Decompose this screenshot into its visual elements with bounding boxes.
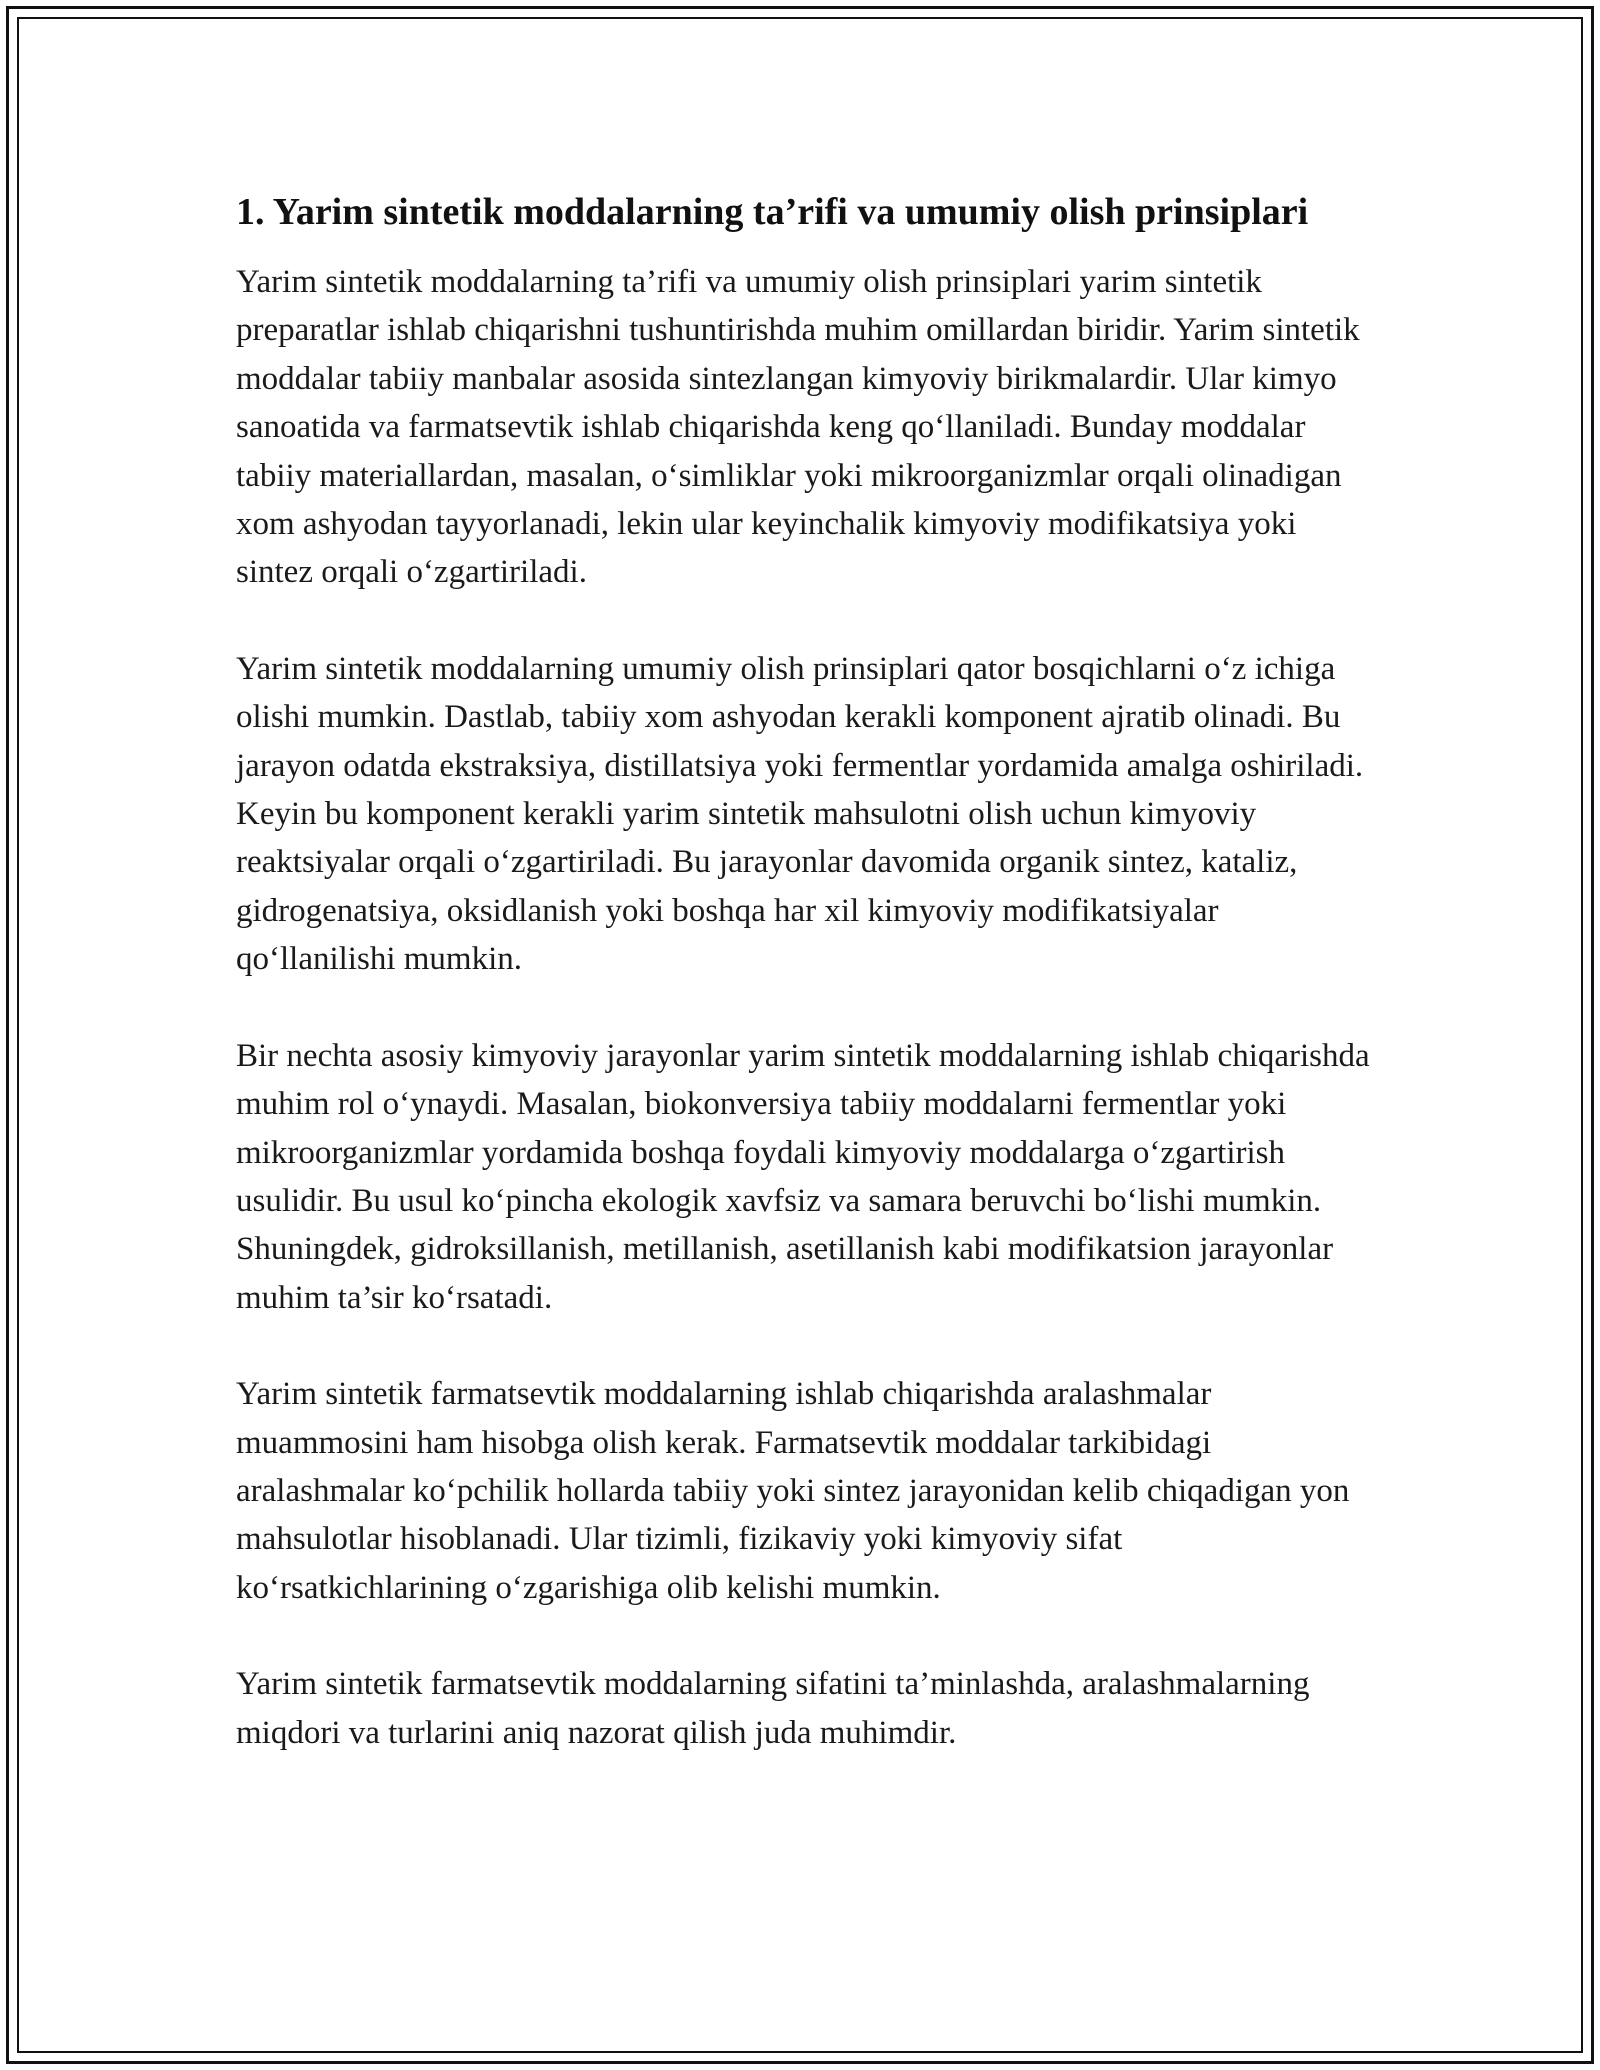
paragraph-general-principles: Yarim sintetik moddalarning umumiy olish prinsiplari qator bosqichlarni o‘z ichiga olishi mumkin. Dastlab, tabiiy xom ashyodan kerakli komponent ajratib olinadi. Bu jarayon odatda ekstraksiya, distillatsiya yoki fermentlar yordamida amalga oshiriladi. Keyin bu komponent kerakli yarim sintetik mahsulotni olish uchun kimyoviy reaktsiyalar orqali o‘zgartiriladi. Bu jarayonlar davomida organik sintez, kataliz, gidrogenatsiya, oksidlanish yoki boshqa har xil kimyoviy modifikatsiyalar qo‘llanilishi mumkin. <box>236 650 1364 978</box>
paragraph-definition: Yarim sintetik moddalarning ta’rifi va umumiy olish prinsiplari yarim sintetik preparatlar ishlab chiqarishni tushuntirishda muhim omillardan biridir. Yarim sintetik moddalar tabiiy manbalar asosida sintezlangan kimyoviy birikmalardir. Ular kimyo sanoatida va farmatsevtik ishlab chiqarishda keng qo‘llaniladi. Bunday moddalar tabiiy materiallardan, masalan, o‘simliklar yoki mikroorganizmlar orqali olinadigan xom ashyodan tayyorlanadi, lekin ular keyinchalik kimyoviy modifikatsiya yoki sintez orqali o‘zgartiriladi. <box>236 264 1360 591</box>
paragraph-quality-control: Yarim sintetik farmatsevtik moddalarning sifatini ta’minlashda, aralashmalarning miqdori va turlarini aniq nazorat qilish juda muhimdir. <box>236 1666 1310 1751</box>
section-heading: 1. Yarim sintetik moddalarning ta’rifi va umumiy olish prinsiplari <box>236 191 1309 233</box>
paragraph-impurities: Yarim sintetik farmatsevtik moddalarning ishlab chiqarishda aralashmalar muammosini ham hisobga olish kerak. Farmatsevtik moddalar tarkibidagi aralashmalar ko‘pchilik hollarda tabiiy yoki sintez jarayonidan kelib chiqadigan yon mahsulotlar hisoblanadi. Ular tizimli, fizikaviy yoki kimyoviy sifat ko‘rsatkichlarining o‘zgarishiga olib kelishi mumkin. <box>236 1376 1350 1606</box>
document-body <box>236 184 1376 1805</box>
paragraph-chemical-processes: Bir nechta asosiy kimyoviy jarayonlar yarim sintetik moddalarning ishlab chiqarishda muhim rol o‘ynaydi. Masalan, biokonversiya tabiiy moddalarni fermentlar yoki mikroorganizmlar yordamida boshqa foydali kimyoviy moddalarga o‘zgartirish usulidir. Bu usul ko‘pincha ekologik xavfsiz va samara beruvchi bo‘lishi mumkin. Shuningdek, gidroksillanish, metillanish, asetillanish kabi modifikatsion jarayonlar muhim ta’sir ko‘rsatadi. <box>236 1037 1370 1316</box>
